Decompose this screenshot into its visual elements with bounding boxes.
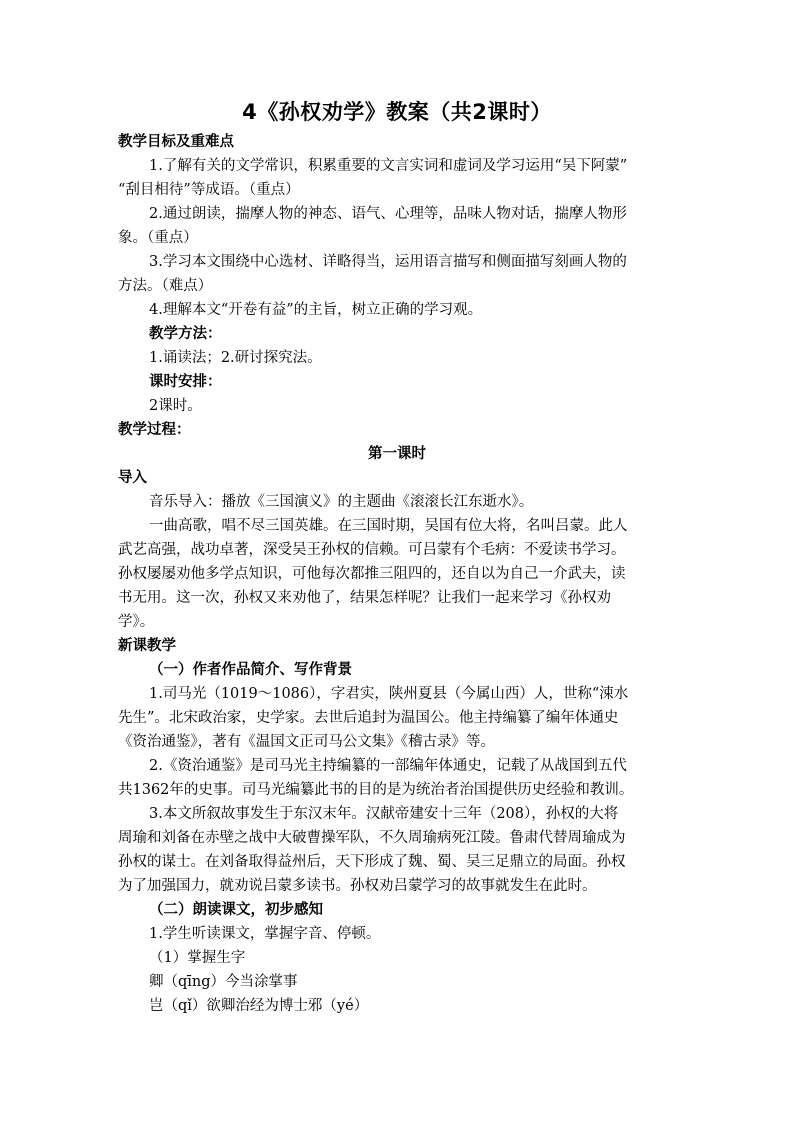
paragraph-line: “刮目相待”等成语。（重点）	[118, 182, 300, 198]
section-heading-schedule: 课时安排：	[149, 374, 222, 390]
paragraph-line: （1）掌握生字	[149, 950, 246, 966]
paragraph-line: 书无用。这一次，孙权又来劝他了，结果怎样呢？让我们一起来学习《孙权劝	[118, 590, 611, 606]
paragraph-line: 先生”。北宋政治家，史学家。去世后追封为温国公。他主持编纂了编年体通史	[118, 710, 619, 726]
paragraph-line: 岂（qǐ）欲卿治经为博士邪（yé）	[149, 998, 369, 1014]
section-heading-methods: 教学方法：	[149, 326, 222, 342]
paragraph-line: 为了加强国力，就劝说吕蒙多读书。孙权劝吕蒙学习的故事就发生在此时。	[118, 878, 597, 894]
paragraph-line: 孙权的谋士。在刘备取得益州后，天下形成了魏、蜀、吴三足鼎立的局面。孙权	[118, 854, 626, 870]
paragraph-line: 共1362年的史事。司马光编纂此书的目的是为统治者治国提供历史经验和教训。	[118, 782, 634, 798]
paragraph-line: 4.理解本文“开卷有益”的主旨，树立正确的学习观。	[149, 302, 483, 318]
section-heading-objectives: 教学目标及重难点	[118, 134, 234, 150]
paragraph-line: 1.了解有关的文学常识，积累重要的文言实词和虚词及学习运用“吴下阿蒙”	[149, 158, 628, 174]
paragraph-line: 3.学习本文围绕中心选材、详略得当，运用语言描写和侧面描写刻画人物的	[149, 254, 627, 270]
paragraph-line: 象。（重点）	[118, 230, 198, 246]
section-heading-new-lesson: 新课教学	[118, 638, 176, 654]
paragraph-line: 2课时。	[149, 398, 202, 414]
section-heading-process: 教学过程：	[118, 422, 191, 438]
paragraph-line: 1.司马光（1019～1086），字君实，陕州夏县（今属山西）人，世称“涑水	[149, 686, 629, 702]
paragraph-line: 方法。（难点）	[118, 278, 213, 294]
paragraph-line: 2.通过朗读，揣摩人物的神态、语气、心理等，品味人物对话，揣摩人物形	[149, 206, 627, 222]
paragraph-line: 2.《资治通鉴》是司马光主持编纂的一部编年体通史，记载了从战国到五代	[149, 758, 627, 774]
subsection-heading-author: （一）作者作品简介、写作背景	[149, 662, 352, 678]
paragraph-line: 一曲高歌，唱不尽三国英雄。在三国时期，吴国有位大将，名叫吕蒙。此人	[149, 518, 628, 534]
subsection-heading-reading: （二）朗读课文，初步感知	[149, 902, 323, 918]
paragraph-line: 卿（qīng）今当涂掌事	[149, 974, 298, 990]
page-title: 4《孙权劝学》教案（共2课时）	[242, 100, 552, 124]
paragraph-line: 1.诵读法；2.研讨探究法。	[149, 350, 322, 366]
lesson-heading: 第一课时	[368, 446, 426, 462]
paragraph-line: 《资治通鉴》，著有《温国文正司马公文集》《稽古录》等。	[118, 734, 495, 750]
paragraph-line: 3.本文所叙故事发生于东汉末年。汉献帝建安十三年（208），孙权的大将	[149, 806, 619, 822]
section-heading-intro: 导入	[118, 470, 147, 486]
paragraph-line: 孙权屡屡劝他多学点知识，可他每次都推三阻四的，还自以为自己一介武夫，读	[118, 566, 626, 582]
paragraph-line: 音乐导入：播放《三国演义》的主题曲《滚滚长江东逝水》。	[149, 494, 534, 510]
paragraph-line: 1.学生听读课文，掌握字音、停顿。	[149, 926, 381, 942]
paragraph-line: 周瑜和刘备在赤壁之战中大破曹操军队，不久周瑜病死江陵。鲁肃代替周瑜成为	[118, 830, 626, 846]
paragraph-line: 学》。	[118, 614, 155, 630]
paragraph-line: 武艺高强，战功卓著，深受吴王孙权的信赖。可吕蒙有个毛病：不爱读书学习。	[118, 542, 626, 558]
